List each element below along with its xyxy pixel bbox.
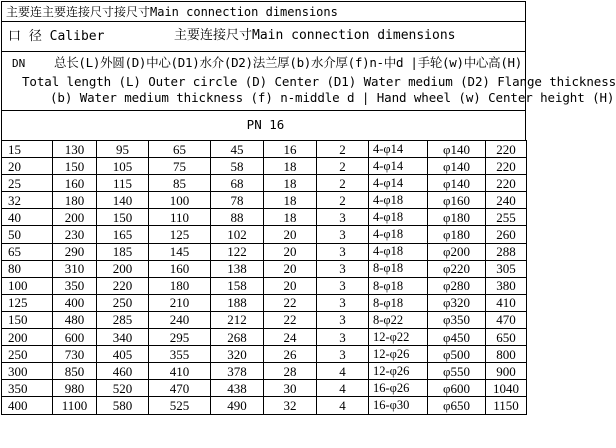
cell-hand-wheel: φ160 <box>428 192 486 209</box>
table-row <box>2 226 527 243</box>
cell-hand-wheel: φ650 <box>428 397 486 414</box>
column-description-row <box>1 51 616 110</box>
cell-hand-wheel: φ450 <box>428 329 486 346</box>
cell-water-medium: 158 <box>211 277 264 294</box>
cell-bolt-holes: 12-φ22 <box>369 329 428 346</box>
cell-center: 145 <box>149 243 211 260</box>
cell-center-height: 900 <box>486 363 527 380</box>
cell-center-height: 470 <box>486 311 527 328</box>
cell-bolt-holes: 8-φ22 <box>369 311 428 328</box>
cell-outer-circle: 460 <box>97 363 149 380</box>
cell-bolt-holes: 16-φ30 <box>369 397 428 414</box>
table-row <box>2 158 527 175</box>
cell-total-length: 1100 <box>53 397 97 414</box>
cell-water-medium-thickness: 2 <box>317 175 369 192</box>
cell-hand-wheel: φ140 <box>428 158 486 175</box>
cell-water-medium: 58 <box>211 158 264 175</box>
cell-outer-circle: 220 <box>97 277 149 294</box>
cell-flange-thickness: 20 <box>264 277 317 294</box>
cell-water-medium: 122 <box>211 243 264 260</box>
cell-total-length: 850 <box>53 363 97 380</box>
cell-outer-circle: 520 <box>97 380 149 397</box>
cell-bolt-holes: 12-φ26 <box>369 363 428 380</box>
table-row <box>2 209 527 226</box>
cell-bolt-holes: 4-φ14 <box>369 141 428 158</box>
cell-water-medium: 490 <box>211 397 264 414</box>
cell-flange-thickness: 30 <box>264 380 317 397</box>
sheet-title-text: 主要连主要连接尺寸接尺寸Main connection dimensions <box>6 4 338 19</box>
cell-dn: 350 <box>2 380 53 397</box>
cell-center: 125 <box>149 226 211 243</box>
table-row <box>2 380 527 397</box>
cell-dn: 125 <box>2 294 53 311</box>
cell-water-medium-thickness: 3 <box>317 226 369 243</box>
cell-flange-thickness: 18 <box>264 209 317 226</box>
cell-outer-circle: 580 <box>97 397 149 414</box>
cell-center-height: 800 <box>486 346 527 363</box>
cell-center: 100 <box>149 192 211 209</box>
cell-center: 355 <box>149 346 211 363</box>
dimensions-sheet <box>1 1 616 446</box>
cell-center: 85 <box>149 175 211 192</box>
table-row <box>2 277 527 294</box>
cell-total-length: 350 <box>53 277 97 294</box>
cell-outer-circle: 405 <box>97 346 149 363</box>
table-row <box>2 311 527 328</box>
cell-total-length: 180 <box>53 192 97 209</box>
cell-hand-wheel: φ140 <box>428 141 486 158</box>
pressure-rating-row <box>1 110 526 140</box>
cell-bolt-holes: 4-φ18 <box>369 192 428 209</box>
cell-water-medium-thickness: 4 <box>317 380 369 397</box>
cell-total-length: 160 <box>53 175 97 192</box>
cell-flange-thickness: 20 <box>264 243 317 260</box>
cell-hand-wheel: φ180 <box>428 209 486 226</box>
cell-dn: 20 <box>2 158 53 175</box>
cell-total-length: 980 <box>53 380 97 397</box>
cell-center: 295 <box>149 329 211 346</box>
table-row <box>2 346 527 363</box>
cell-flange-thickness: 18 <box>264 158 317 175</box>
cell-dn: 250 <box>2 346 53 363</box>
cell-center-height: 380 <box>486 277 527 294</box>
table-row <box>2 141 527 158</box>
cell-water-medium: 188 <box>211 294 264 311</box>
cell-water-medium: 68 <box>211 175 264 192</box>
cell-center: 210 <box>149 294 211 311</box>
cell-water-medium-thickness: 4 <box>317 397 369 414</box>
cell-flange-thickness: 20 <box>264 226 317 243</box>
cell-center: 180 <box>149 277 211 294</box>
cell-flange-thickness: 22 <box>264 294 317 311</box>
cell-flange-thickness: 26 <box>264 346 317 363</box>
cell-outer-circle: 140 <box>97 192 149 209</box>
cell-flange-thickness: 16 <box>264 141 317 158</box>
cell-dn: 40 <box>2 209 53 226</box>
cell-dn: 32 <box>2 192 53 209</box>
cell-center-height: 288 <box>486 243 527 260</box>
cell-center: 410 <box>149 363 211 380</box>
cell-dn: 50 <box>2 226 53 243</box>
header-chinese: 总长(L)外圆(D)中心(D1)水介(D2)法兰厚(b)水介厚(f)n-中d |手轮(w)中心高(H) <box>54 55 522 70</box>
cell-water-medium-thickness: 3 <box>317 243 369 260</box>
cell-flange-thickness: 20 <box>264 260 317 277</box>
cell-total-length: 150 <box>53 158 97 175</box>
cell-center-height: 410 <box>486 294 527 311</box>
sheet-title <box>1 1 526 21</box>
cell-water-medium-thickness: 3 <box>317 209 369 226</box>
cell-center-height: 240 <box>486 192 527 209</box>
cell-hand-wheel: φ220 <box>428 260 486 277</box>
cell-total-length: 480 <box>53 311 97 328</box>
cell-bolt-holes: 4-φ18 <box>369 209 428 226</box>
cell-total-length: 600 <box>53 329 97 346</box>
cell-center-height: 220 <box>486 175 527 192</box>
cell-hand-wheel: φ600 <box>428 380 486 397</box>
cell-dn: 100 <box>2 277 53 294</box>
cell-flange-thickness: 18 <box>264 192 317 209</box>
header-english-line-2: (b) Water medium thickness (f) n-middle d | Hand wheel (w) Center height (H) <box>50 90 615 105</box>
cell-center: 470 <box>149 380 211 397</box>
cell-center: 75 <box>149 158 211 175</box>
cell-total-length: 290 <box>53 243 97 260</box>
cell-water-medium: 320 <box>211 346 264 363</box>
dimensions-table <box>1 140 527 415</box>
cell-center: 65 <box>149 141 211 158</box>
cell-bolt-holes: 16-φ26 <box>369 380 428 397</box>
cell-water-medium: 88 <box>211 209 264 226</box>
cell-flange-thickness: 24 <box>264 329 317 346</box>
cell-bolt-holes: 8-φ18 <box>369 260 428 277</box>
cell-total-length: 730 <box>53 346 97 363</box>
cell-flange-thickness: 22 <box>264 311 317 328</box>
cell-water-medium-thickness: 3 <box>317 311 369 328</box>
cell-outer-circle: 95 <box>97 141 149 158</box>
cell-outer-circle: 285 <box>97 311 149 328</box>
cell-total-length: 400 <box>53 294 97 311</box>
cell-outer-circle: 185 <box>97 243 149 260</box>
cell-water-medium-thickness: 2 <box>317 192 369 209</box>
cell-water-medium-thickness: 3 <box>317 346 369 363</box>
cell-center-height: 1040 <box>486 380 527 397</box>
cell-center: 240 <box>149 311 211 328</box>
table-row <box>2 363 527 380</box>
cell-water-medium-thickness: 2 <box>317 158 369 175</box>
cell-center: 160 <box>149 260 211 277</box>
cell-dn: 150 <box>2 311 53 328</box>
cell-flange-thickness: 28 <box>264 363 317 380</box>
cell-dn: 25 <box>2 175 53 192</box>
cell-water-medium-thickness: 4 <box>317 363 369 380</box>
cell-outer-circle: 165 <box>97 226 149 243</box>
cell-water-medium-thickness: 3 <box>317 294 369 311</box>
cell-water-medium: 138 <box>211 260 264 277</box>
cell-outer-circle: 250 <box>97 294 149 311</box>
cell-water-medium: 268 <box>211 329 264 346</box>
caliber-header-row <box>1 21 526 51</box>
table-row <box>2 175 527 192</box>
cell-dn: 65 <box>2 243 53 260</box>
cell-flange-thickness: 32 <box>264 397 317 414</box>
cell-dn: 300 <box>2 363 53 380</box>
cell-total-length: 310 <box>53 260 97 277</box>
cell-hand-wheel: φ550 <box>428 363 486 380</box>
cell-outer-circle: 340 <box>97 329 149 346</box>
cell-water-medium: 45 <box>211 141 264 158</box>
table-row <box>2 243 527 260</box>
dimensions-table-body <box>2 141 527 415</box>
cell-bolt-holes: 8-φ18 <box>369 294 428 311</box>
cell-bolt-holes: 4-φ14 <box>369 175 428 192</box>
cell-water-medium-thickness: 3 <box>317 260 369 277</box>
cell-total-length: 230 <box>53 226 97 243</box>
cell-center-height: 260 <box>486 226 527 243</box>
cell-total-length: 130 <box>53 141 97 158</box>
cell-bolt-holes: 4-φ18 <box>369 243 428 260</box>
cell-outer-circle: 200 <box>97 260 149 277</box>
cell-water-medium: 78 <box>211 192 264 209</box>
dn-label: DN <box>12 57 26 70</box>
cell-outer-circle: 105 <box>97 158 149 175</box>
pressure-rating-label: PN 16 <box>246 117 285 133</box>
cell-center-height: 650 <box>486 329 527 346</box>
cell-outer-circle: 115 <box>97 175 149 192</box>
cell-water-medium-thickness: 3 <box>317 277 369 294</box>
cell-water-medium: 102 <box>211 226 264 243</box>
cell-center-height: 220 <box>486 158 527 175</box>
cell-water-medium-thickness: 3 <box>317 329 369 346</box>
cell-dn: 80 <box>2 260 53 277</box>
cell-center-height: 305 <box>486 260 527 277</box>
cell-hand-wheel: φ350 <box>428 311 486 328</box>
cell-total-length: 200 <box>53 209 97 226</box>
table-row <box>2 329 527 346</box>
cell-center-height: 220 <box>486 141 527 158</box>
table-row <box>2 294 527 311</box>
cell-outer-circle: 150 <box>97 209 149 226</box>
header-english-line-1: Total length (L) Outer circle (D) Center (D1) Water medium (D2) Flange thickness <box>22 74 616 89</box>
cell-center: 110 <box>149 209 211 226</box>
table-row <box>2 192 527 209</box>
cell-water-medium-thickness: 2 <box>317 141 369 158</box>
cell-water-medium: 212 <box>211 311 264 328</box>
cell-bolt-holes: 4-φ18 <box>369 226 428 243</box>
cell-center: 525 <box>149 397 211 414</box>
cell-bolt-holes: 4-φ14 <box>369 158 428 175</box>
main-dimensions-label: 主要连接尺寸Main connection dimensions <box>174 28 456 43</box>
cell-hand-wheel: φ280 <box>428 277 486 294</box>
cell-hand-wheel: φ140 <box>428 175 486 192</box>
cell-center-height: 1150 <box>486 397 527 414</box>
cell-hand-wheel: φ320 <box>428 294 486 311</box>
cell-hand-wheel: φ500 <box>428 346 486 363</box>
cell-water-medium: 438 <box>211 380 264 397</box>
cell-center-height: 255 <box>486 209 527 226</box>
cell-hand-wheel: φ180 <box>428 226 486 243</box>
cell-dn: 400 <box>2 397 53 414</box>
cell-dn: 200 <box>2 329 53 346</box>
cell-hand-wheel: φ200 <box>428 243 486 260</box>
table-row <box>2 397 527 414</box>
cell-water-medium: 378 <box>211 363 264 380</box>
cell-bolt-holes: 12-φ26 <box>369 346 428 363</box>
table-row <box>2 260 527 277</box>
cell-dn: 15 <box>2 141 53 158</box>
cell-flange-thickness: 18 <box>264 175 317 192</box>
caliber-label: 口 径 Caliber <box>8 29 105 44</box>
cell-bolt-holes: 8-φ18 <box>369 277 428 294</box>
